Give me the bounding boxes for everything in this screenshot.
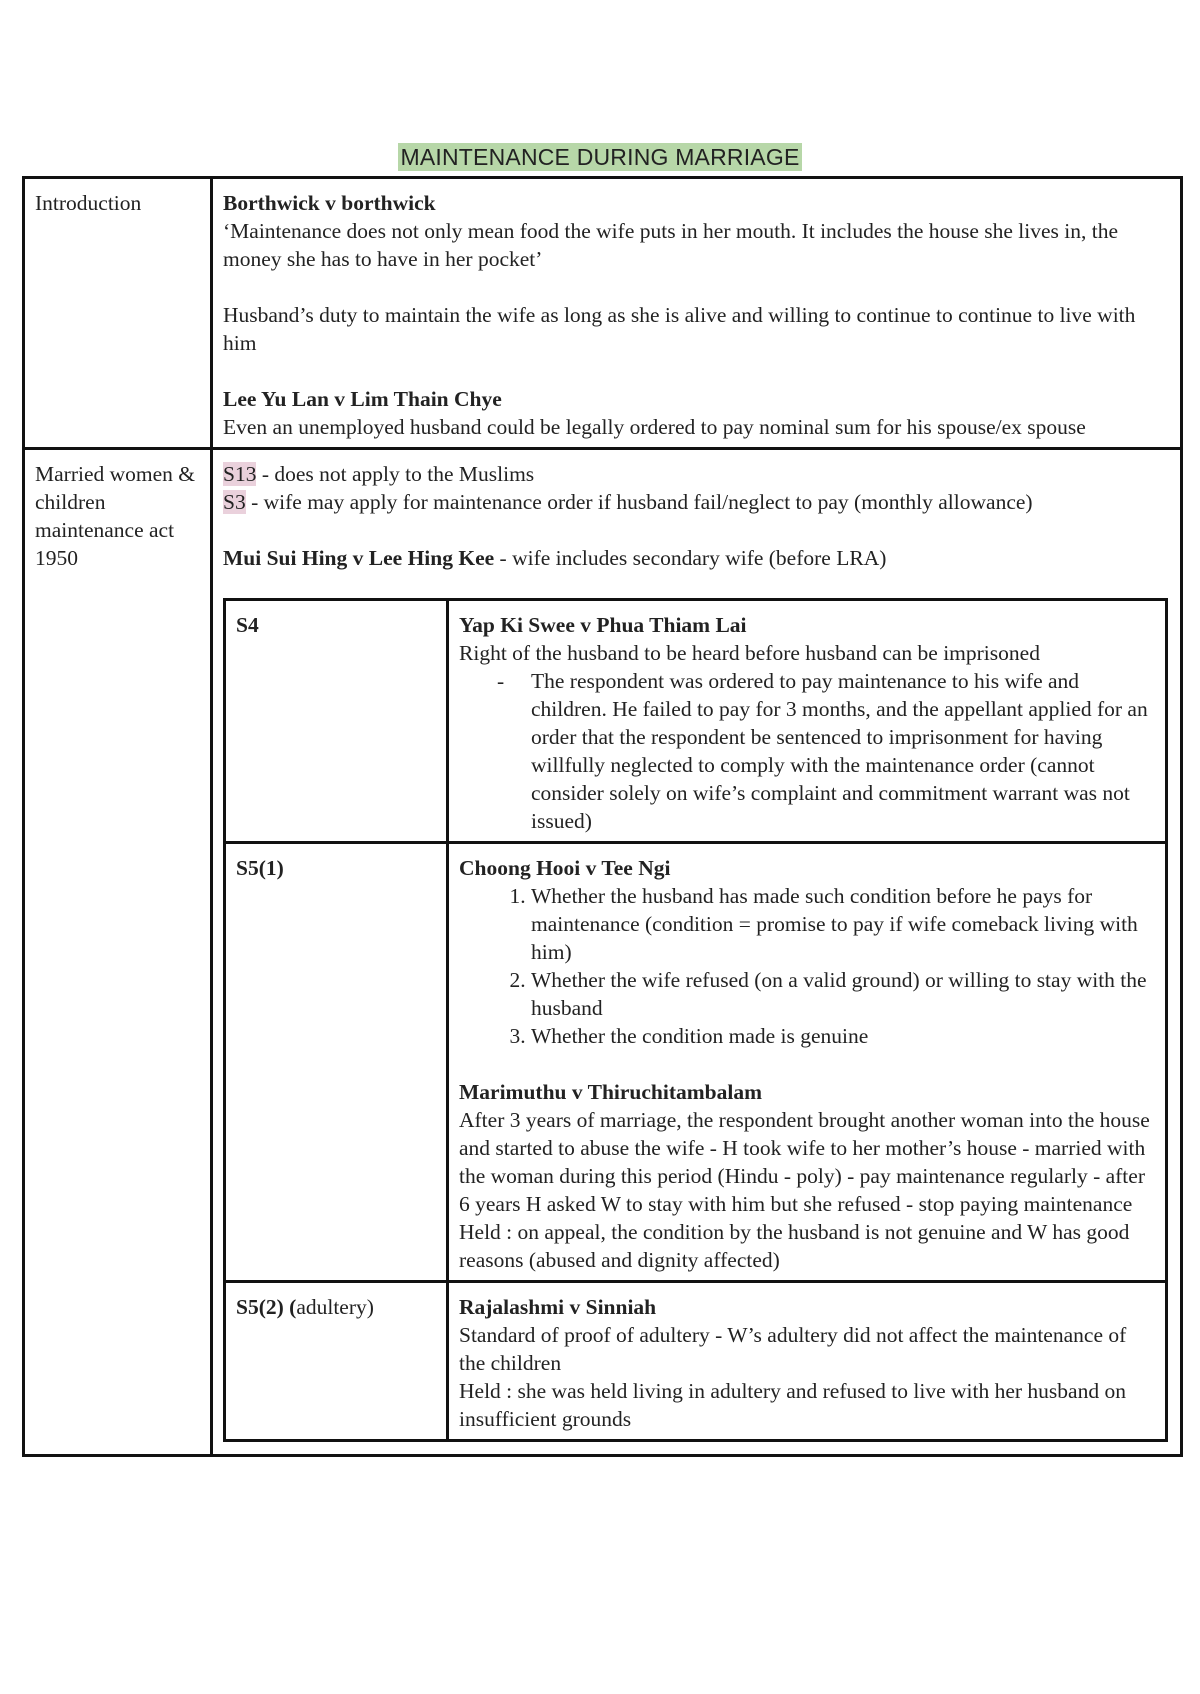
page-title-wrapper xyxy=(0,144,1200,171)
husband-duty-text: Husband’s duty to maintain the wife as long as she is alive and willing to continue to continue to live with him xyxy=(223,303,1136,355)
intro-row xyxy=(24,178,1182,449)
s4-content xyxy=(448,600,1167,843)
case-marimuthu-title: Marimuthu v Thiruchitambalam xyxy=(459,1080,763,1104)
case-rajalashmi-title: Rajalashmi v Sinniah xyxy=(459,1295,657,1319)
case-yap-bullets xyxy=(459,667,1155,835)
notes-table xyxy=(22,176,1183,1457)
s51-content xyxy=(448,843,1167,1282)
s52-content xyxy=(448,1282,1167,1441)
s4-row xyxy=(225,600,1167,843)
s4-section: S4 xyxy=(236,613,259,637)
s3-text: - wife may apply for maintenance order if husband fail/neglect to pay (monthly allowance) xyxy=(245,490,1033,514)
act-content xyxy=(212,449,1182,1456)
case-borthwick-quote: ‘Maintenance does not only mean food the wife puts in her mouth. It includes the house she lives in, the money she has to have in her pocket’ xyxy=(223,219,1119,271)
case-lee-yu-lan-text: Even an unemployed husband could be legally ordered to pay nominal sum for his spouse/ex spouse xyxy=(223,415,1086,439)
case-marimuthu-held: Held : on appeal, the condition by the husband is not genuine and W has good reasons (abused and dignity affected) xyxy=(459,1220,1130,1272)
case-yap-summary: Right of the husband to be heard before husband can be imprisoned xyxy=(459,641,1040,665)
case-rajalashmi-text: Standard of proof of adultery - W’s adultery did not affect the maintenance of the children xyxy=(459,1323,1127,1375)
case-yap-title: Yap Ki Swee v Phua Thiam Lai xyxy=(459,613,747,637)
case-choong-points xyxy=(459,882,1155,1050)
case-mui-text: - wife includes secondary wife (before LRA) xyxy=(494,546,887,570)
page-title: MAINTENANCE DURING MARRIAGE xyxy=(398,143,803,171)
s51-row xyxy=(225,843,1167,1282)
intro-content xyxy=(212,178,1182,449)
mui-line xyxy=(223,544,1168,572)
s52-section-bold: S5(2) ( xyxy=(236,1295,297,1319)
case-yap-bullet: - The respondent was ordered to pay maintenance to his wife and children. He failed to pay for 3 months, and the appellant applied for an order that the respondent be sentenced to imprisonment for having willfully neglected to comply with the maintenance order (cannot consider solely on wife’s complaint and commitment warrant was not issued) xyxy=(531,667,1155,835)
act-row xyxy=(24,449,1182,1456)
s52-row xyxy=(225,1282,1167,1441)
s13-code: S13 xyxy=(223,462,257,486)
case-borthwick-title: Borthwick v borthwick xyxy=(223,191,436,215)
s13-line xyxy=(223,460,1168,488)
s3-line xyxy=(223,488,1168,516)
case-choong-point-1: 1. Whether the husband has made such condition before he pays for maintenance (condition = promise to pay if wife comeback living with him) xyxy=(531,882,1155,966)
intro-label: Introduction xyxy=(24,178,212,449)
case-choong-point-3: 3. Whether the condition made is genuine xyxy=(531,1022,1155,1050)
s3-code: S3 xyxy=(223,490,246,514)
case-rajalashmi-held: Held : she was held living in adultery and refused to live with her husband on insufficient grounds xyxy=(459,1379,1126,1431)
s13-text: - does not apply to the Muslims xyxy=(256,462,535,486)
case-choong-title: Choong Hooi v Tee Ngi xyxy=(459,856,671,880)
case-marimuthu-text: After 3 years of marriage, the respondent brought another woman into the house and started to abuse the wife - H took wife to her mother’s house - married with the woman during this period (Hindu - poly) - pay maintenance regularly - after 6 years H asked W to stay with him but she refused - stop paying maintenance xyxy=(459,1108,1150,1216)
case-choong-point-2: 2. Whether the wife refused (on a valid ground) or willing to stay with the husband xyxy=(531,966,1155,1022)
s51-section: S5(1) xyxy=(236,856,284,880)
s52-section-rest: adultery) xyxy=(296,1295,374,1319)
case-lee-yu-lan-title: Lee Yu Lan v Lim Thain Chye xyxy=(223,387,502,411)
case-mui-title: Mui Sui Hing v Lee Hing Kee xyxy=(223,546,495,570)
sections-table xyxy=(223,598,1168,1442)
act-label: Married women & children maintenance act 1950 xyxy=(24,449,212,1456)
